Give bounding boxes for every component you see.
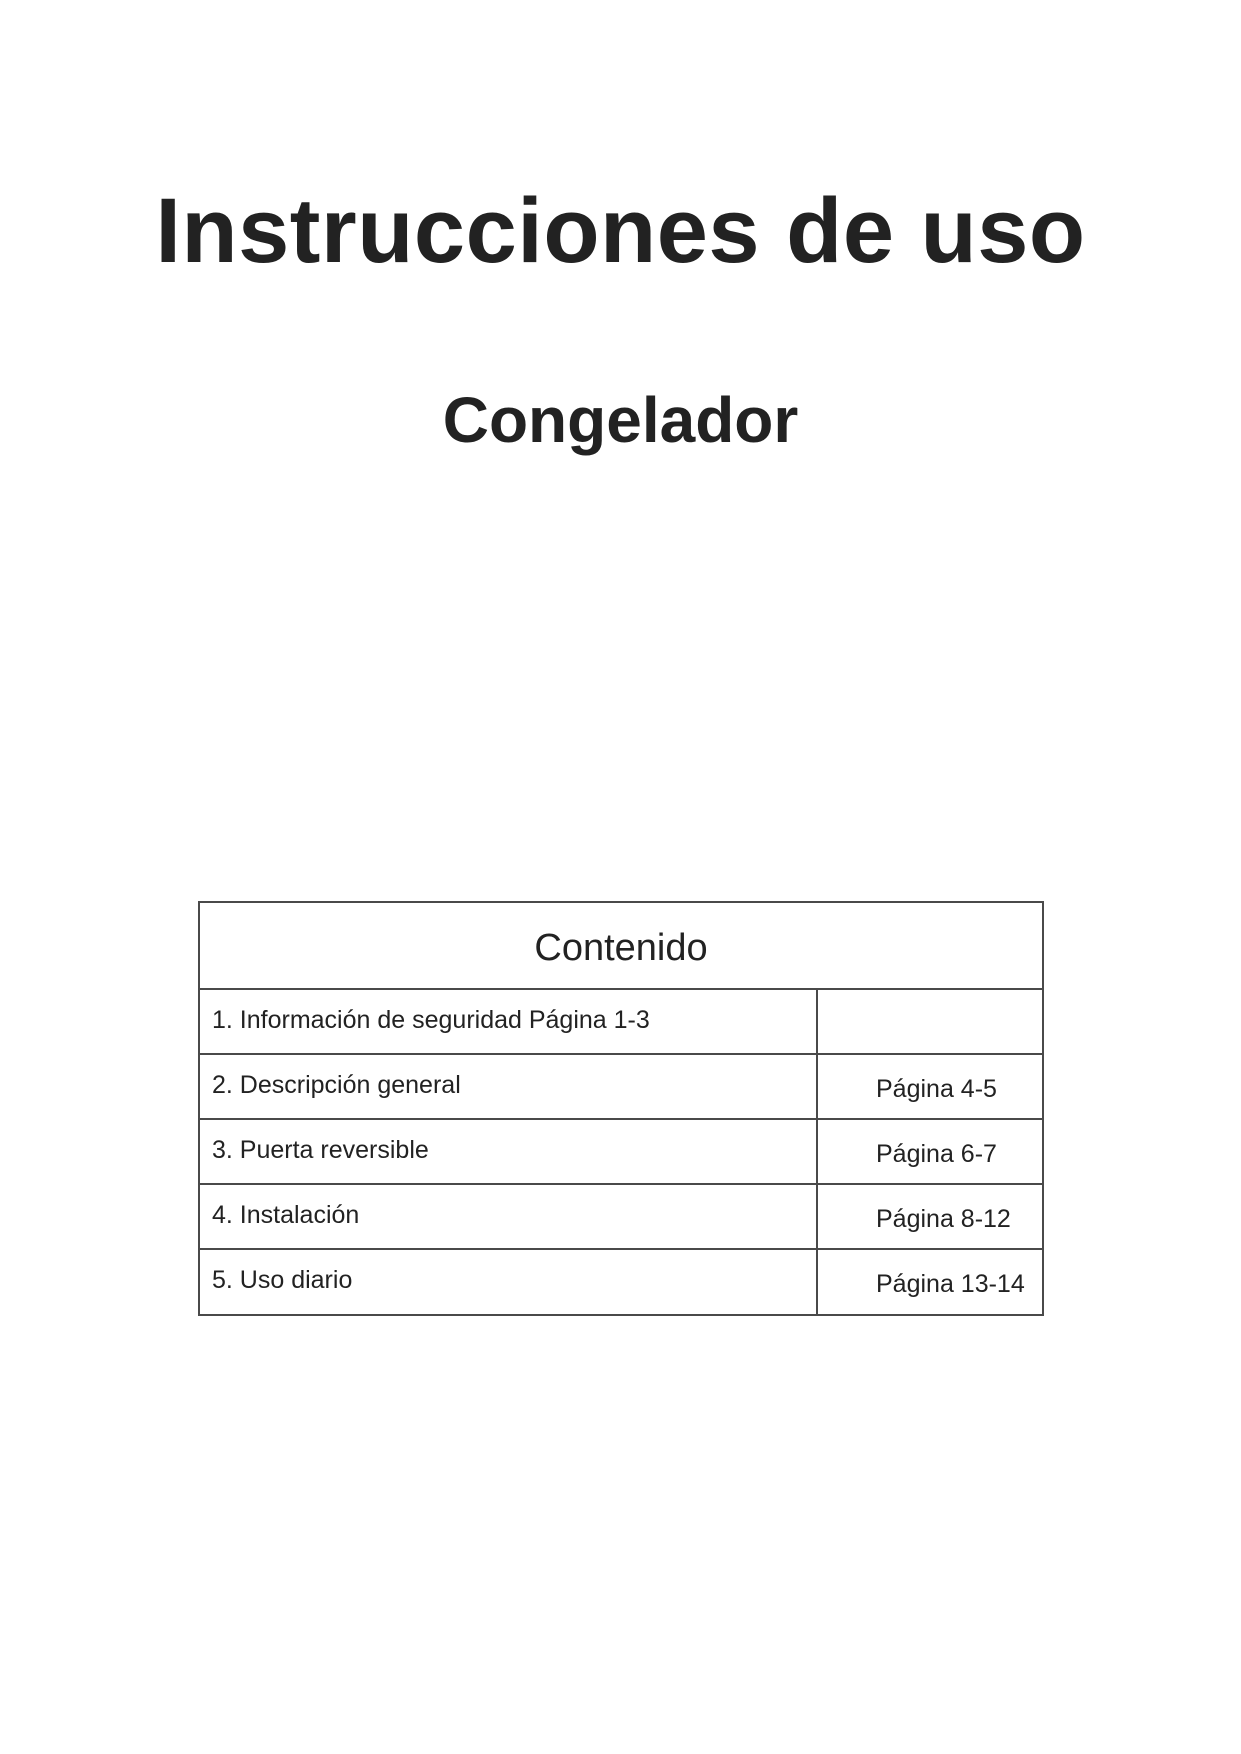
toc-row xyxy=(200,1120,1042,1185)
toc-row xyxy=(200,990,1042,1055)
toc-row-label: 3. Puerta reversible xyxy=(200,1120,818,1183)
toc-row-label: 4. Instalación xyxy=(200,1185,818,1248)
toc-row xyxy=(200,1185,1042,1250)
document-subtitle: Congelador xyxy=(442,384,799,456)
document-title: Instrucciones de uso xyxy=(155,180,1086,282)
toc-row xyxy=(200,1055,1042,1120)
toc-row-label: 2. Descripción general xyxy=(200,1055,818,1118)
table-of-contents xyxy=(198,901,1044,1316)
toc-row-label: 5. Uso diario xyxy=(200,1250,818,1314)
toc-row-label: 1. Información de seguridad Página 1-3 xyxy=(200,990,818,1053)
toc-row-page: Página 6-7 xyxy=(876,1140,997,1168)
toc-row-page: Página 4-5 xyxy=(876,1075,997,1103)
toc-header: Contenido xyxy=(200,903,1042,990)
toc-row-page xyxy=(818,990,1042,1053)
toc-row-page: Página 8-12 xyxy=(876,1205,1011,1233)
toc-row xyxy=(200,1250,1042,1314)
toc-row-page: Página 13-14 xyxy=(876,1270,1025,1298)
